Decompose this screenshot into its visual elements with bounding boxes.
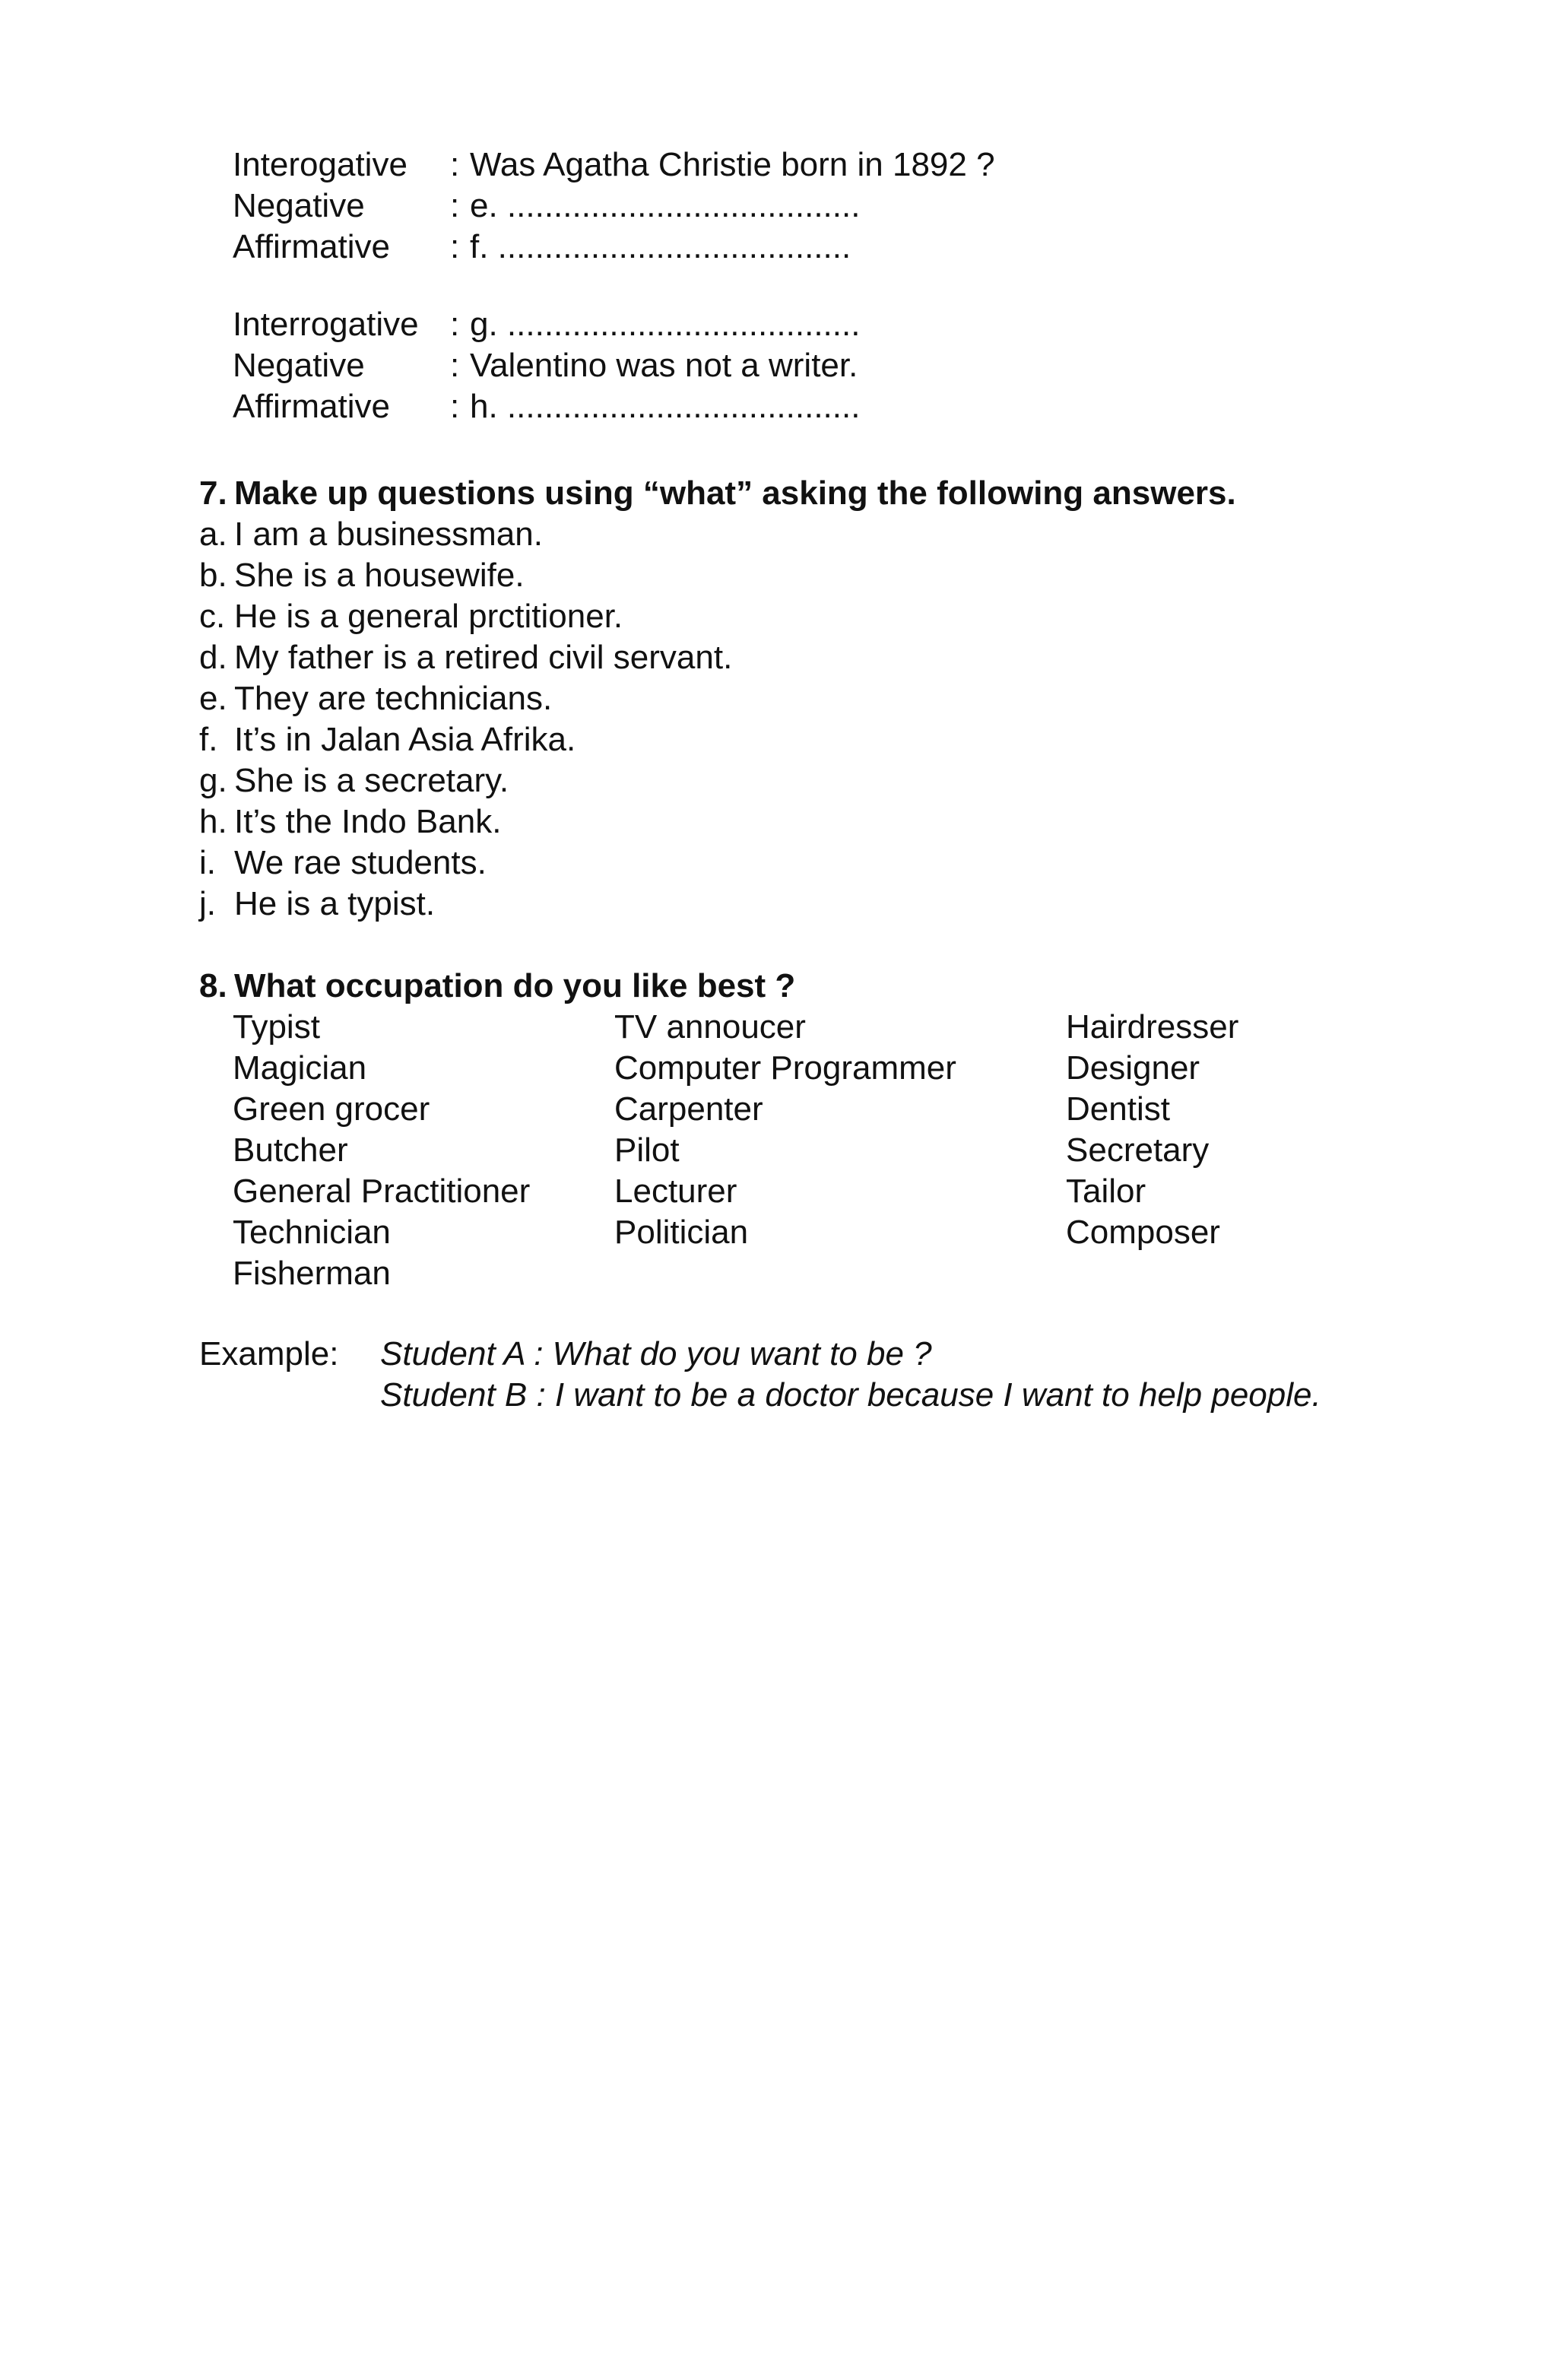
occupation-item: TV annoucer — [614, 1008, 806, 1046]
item-text: She is a secretary. — [234, 762, 509, 799]
list-item — [199, 678, 732, 719]
item-text: They are technicians. — [234, 680, 553, 717]
example-row — [199, 1334, 1321, 1375]
list-item — [199, 596, 732, 637]
transformation-row — [233, 386, 860, 427]
colon-separator: : — [450, 347, 460, 384]
occupation-item: Fisherman — [233, 1255, 391, 1292]
occupation-item: Hairdresser — [1066, 1008, 1239, 1046]
answer-blank: e. ...................................... — [470, 187, 861, 224]
occupation-item: Secretary — [1066, 1131, 1210, 1169]
transformation-row — [233, 186, 995, 227]
item-letter: d. — [199, 639, 227, 676]
item-letter: a. — [199, 516, 227, 553]
colon-separator: : — [450, 187, 460, 224]
answer-list — [199, 514, 732, 925]
occupation-item: Carpenter — [614, 1090, 763, 1128]
sentence-text: Valentino was not a writer. — [470, 347, 858, 384]
list-item — [199, 637, 732, 678]
list-item — [199, 843, 732, 884]
example-row — [199, 1375, 1321, 1416]
answer-blank: h. ...................................... — [470, 388, 861, 425]
list-item — [199, 514, 732, 555]
occupation-item: Butcher — [233, 1131, 348, 1169]
item-text: It’s the Indo Bank. — [234, 803, 502, 840]
transformation-row — [233, 345, 860, 386]
section-8-heading — [199, 966, 795, 1007]
occupation-item: Politician — [614, 1214, 749, 1251]
item-letter: b. — [199, 557, 227, 594]
occupation-row — [233, 1048, 1294, 1089]
occupation-item: Green grocer — [233, 1090, 430, 1128]
colon-separator: : — [450, 146, 460, 183]
item-letter: j. — [199, 885, 216, 922]
occupation-item: Technician — [233, 1214, 391, 1251]
list-item — [199, 719, 732, 760]
sentence-type-label: Interogative — [233, 146, 407, 183]
item-letter: f. — [199, 721, 218, 758]
section-7-heading — [199, 473, 1236, 514]
colon-separator: : — [450, 306, 460, 343]
example-line: Student A : What do you want to be ? — [380, 1335, 932, 1372]
transformation-block-2 — [233, 304, 860, 427]
sentence-type-label: Interrogative — [233, 306, 419, 343]
occupation-item: Magician — [233, 1049, 367, 1087]
colon-separator: : — [450, 228, 460, 265]
item-text: I am a businessman. — [234, 516, 543, 553]
example-line: Student B : I want to be a doctor because I want to help people. — [380, 1376, 1321, 1414]
example-label: Example: — [199, 1335, 339, 1372]
item-letter: i. — [199, 844, 216, 881]
colon-separator: : — [450, 388, 460, 425]
item-text: My father is a retired civil servant. — [234, 639, 733, 676]
item-letter: g. — [199, 762, 227, 799]
occupation-row — [233, 1007, 1294, 1048]
sentence-type-label: Affirmative — [233, 388, 391, 425]
item-letter: h. — [199, 803, 227, 840]
transformation-block-1 — [233, 144, 995, 268]
section-title: What occupation do you like best ? — [234, 967, 796, 1004]
section-number: 8. — [199, 967, 227, 1004]
occupation-item: Composer — [1066, 1214, 1220, 1251]
occupation-grid — [233, 1007, 1294, 1294]
occupation-item: Computer Programmer — [614, 1049, 956, 1087]
item-text: He is a general prctitioner. — [234, 598, 623, 635]
sentence-type-label: Negative — [233, 187, 365, 224]
example-spacer — [199, 1375, 380, 1416]
occupation-item: Typist — [233, 1008, 320, 1046]
sentence-type-label: Negative — [233, 347, 365, 384]
transformation-row — [233, 304, 860, 345]
item-text: We rae students. — [234, 844, 487, 881]
item-letter: c. — [199, 598, 226, 635]
occupation-item: Dentist — [1066, 1090, 1170, 1128]
sentence-text: Was Agatha Christie born in 1892 ? — [470, 146, 995, 183]
transformation-row — [233, 144, 995, 186]
occupation-row — [233, 1253, 1294, 1294]
occupation-item: General Practitioner — [233, 1173, 531, 1210]
occupation-row — [233, 1171, 1294, 1212]
answer-blank: f. ...................................... — [470, 228, 851, 265]
list-item — [199, 801, 732, 843]
item-letter: e. — [199, 680, 227, 717]
example-dialogue — [199, 1334, 1321, 1416]
item-text: It’s in Jalan Asia Afrika. — [234, 721, 576, 758]
occupation-item — [614, 1253, 1066, 1294]
occupation-item — [1066, 1253, 1294, 1294]
occupation-item: Designer — [1066, 1049, 1200, 1087]
list-item — [199, 884, 732, 925]
occupation-item: Pilot — [614, 1131, 680, 1169]
sentence-type-label: Affirmative — [233, 228, 391, 265]
transformation-row — [233, 227, 995, 268]
item-text: She is a housewife. — [234, 557, 525, 594]
section-title: Make up questions using “what” asking the following answers. — [234, 474, 1236, 512]
item-text: He is a typist. — [234, 885, 436, 922]
answer-blank: g. ...................................... — [470, 306, 861, 343]
occupation-row — [233, 1212, 1294, 1253]
list-item — [199, 760, 732, 801]
occupation-row — [233, 1089, 1294, 1130]
occupation-item: Lecturer — [614, 1173, 737, 1210]
section-number: 7. — [199, 474, 227, 512]
occupation-item: Tailor — [1066, 1173, 1146, 1210]
occupation-row — [233, 1130, 1294, 1171]
list-item — [199, 555, 732, 596]
